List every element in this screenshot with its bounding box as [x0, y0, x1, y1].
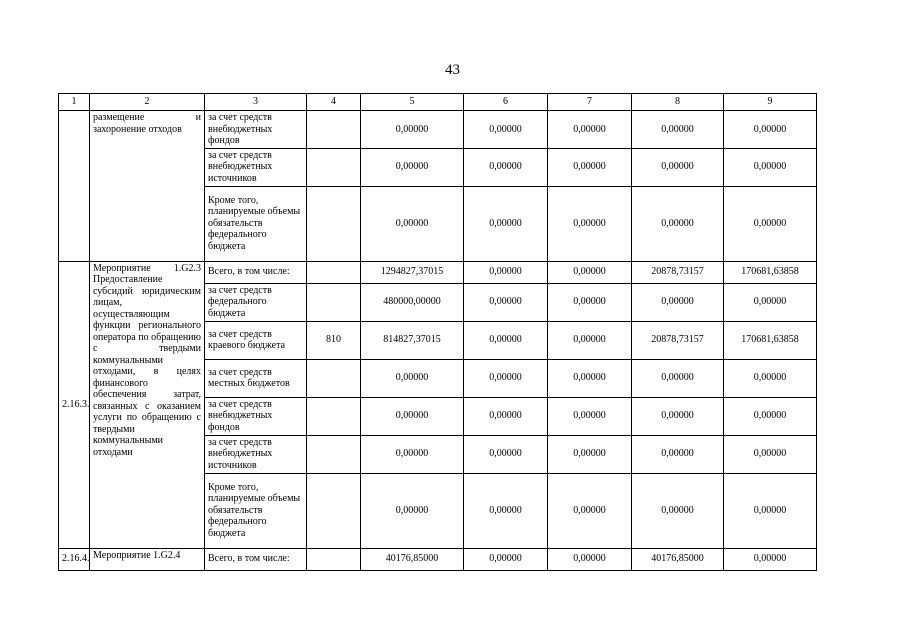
- header-cell: 7: [548, 94, 632, 111]
- value-cell: 0,00000: [724, 548, 817, 570]
- value-cell: 0,00000: [464, 111, 548, 149]
- value-cell: 170681,63858: [724, 261, 817, 283]
- value-cell: 40176,85000: [361, 548, 464, 570]
- value-cell: 20878,73157: [632, 321, 724, 359]
- value-cell: 170681,63858: [724, 321, 817, 359]
- value-cell: 0,00000: [361, 359, 464, 397]
- measure-description: Мероприятие 1.G2.3 Предоставление субсидий юридическим лицам, осуществляющим функции регионального оператора по обращению с твердыми коммунальными отходами, в целях финансового обеспечения затрат, связанных с оказанием услуги по обращению с твердыми коммунальными отходами: [90, 261, 205, 548]
- value-cell: 0,00000: [548, 435, 632, 473]
- item-number-cell: 2.16.4.: [59, 548, 90, 570]
- value-cell: 0,00000: [632, 186, 724, 261]
- value-cell: 0,00000: [632, 397, 724, 435]
- value-cell: 0,00000: [548, 359, 632, 397]
- value-cell: 40176,85000: [632, 548, 724, 570]
- budget-code: [307, 473, 361, 548]
- value-cell: 0,00000: [632, 435, 724, 473]
- value-cell: 0,00000: [548, 473, 632, 548]
- value-cell: 0,00000: [464, 359, 548, 397]
- value-cell: 0,00000: [464, 283, 548, 321]
- measure-description: Мероприятие 1.G2.4: [90, 548, 205, 570]
- budget-code: [307, 397, 361, 435]
- budget-code: [307, 186, 361, 261]
- item-number-cell: [59, 111, 90, 262]
- header-cell: 3: [205, 94, 307, 111]
- value-cell: 0,00000: [724, 397, 817, 435]
- value-cell: 0,00000: [464, 435, 548, 473]
- funding-source: за счет средств внебюджетных источников: [205, 148, 307, 186]
- header-cell: 9: [724, 94, 817, 111]
- value-cell: 0,00000: [632, 473, 724, 548]
- value-cell: 0,00000: [548, 111, 632, 149]
- funding-source: за счет средств внебюджетных фондов: [205, 111, 307, 149]
- header-cell: 4: [307, 94, 361, 111]
- budget-code: [307, 435, 361, 473]
- value-cell: 0,00000: [724, 186, 817, 261]
- funding-source: Всего, в том числе:: [205, 548, 307, 570]
- value-cell: 814827,37015: [361, 321, 464, 359]
- value-cell: 0,00000: [464, 473, 548, 548]
- value-cell: 0,00000: [361, 148, 464, 186]
- budget-code: 810: [307, 321, 361, 359]
- value-cell: 0,00000: [361, 111, 464, 149]
- funding-source: за счет средств краевого бюджета: [205, 321, 307, 359]
- value-cell: 0,00000: [548, 261, 632, 283]
- header-cell: 5: [361, 94, 464, 111]
- budget-code: [307, 283, 361, 321]
- header-cell: 2: [90, 94, 205, 111]
- value-cell: 0,00000: [464, 321, 548, 359]
- value-cell: 0,00000: [724, 111, 817, 149]
- header-cell: 1: [59, 94, 90, 111]
- value-cell: 0,00000: [464, 397, 548, 435]
- value-cell: 480000,00000: [361, 283, 464, 321]
- value-cell: 0,00000: [548, 321, 632, 359]
- value-cell: 0,00000: [548, 548, 632, 570]
- budget-code: [307, 359, 361, 397]
- budget-code: [307, 548, 361, 570]
- value-cell: 0,00000: [724, 283, 817, 321]
- value-cell: 0,00000: [632, 283, 724, 321]
- header-cell: 6: [464, 94, 548, 111]
- value-cell: 0,00000: [632, 359, 724, 397]
- value-cell: 0,00000: [464, 261, 548, 283]
- value-cell: 0,00000: [548, 148, 632, 186]
- value-cell: 0,00000: [464, 148, 548, 186]
- value-cell: 0,00000: [548, 186, 632, 261]
- table-row: [59, 548, 817, 570]
- header-cell: 8: [632, 94, 724, 111]
- funding-source: за счет средств внебюджетных фондов: [205, 397, 307, 435]
- budget-code: [307, 148, 361, 186]
- funding-source: за счет средств внебюджетных источников: [205, 435, 307, 473]
- funding-source: за счет средств федерального бюджета: [205, 283, 307, 321]
- value-cell: 0,00000: [724, 359, 817, 397]
- value-cell: 0,00000: [361, 473, 464, 548]
- value-cell: 20878,73157: [632, 261, 724, 283]
- table-row: [59, 261, 817, 283]
- funding-source: Кроме того, планируемые объемы обязательств федерального бюджета: [205, 186, 307, 261]
- value-cell: 0,00000: [361, 435, 464, 473]
- funding-source: за счет средств местных бюджетов: [205, 359, 307, 397]
- table-row: [59, 111, 817, 149]
- value-cell: 0,00000: [548, 397, 632, 435]
- value-cell: 0,00000: [361, 186, 464, 261]
- value-cell: 0,00000: [724, 435, 817, 473]
- value-cell: 0,00000: [464, 186, 548, 261]
- value-cell: 0,00000: [632, 148, 724, 186]
- item-number-cell: 2.16.3.: [59, 261, 90, 548]
- value-cell: 0,00000: [548, 283, 632, 321]
- budget-table: [58, 93, 817, 571]
- measure-description: размещение и захоронение отходов: [90, 111, 205, 262]
- budget-code: [307, 111, 361, 149]
- page-number: 43: [445, 62, 460, 78]
- funding-source: Кроме того, планируемые объемы обязательств федерального бюджета: [205, 473, 307, 548]
- budget-code: [307, 261, 361, 283]
- funding-source: Всего, в том числе:: [205, 261, 307, 283]
- value-cell: 0,00000: [724, 148, 817, 186]
- value-cell: 1294827,37015: [361, 261, 464, 283]
- value-cell: 0,00000: [464, 548, 548, 570]
- value-cell: 0,00000: [724, 473, 817, 548]
- value-cell: 0,00000: [632, 111, 724, 149]
- value-cell: 0,00000: [361, 397, 464, 435]
- header-row: [59, 94, 817, 111]
